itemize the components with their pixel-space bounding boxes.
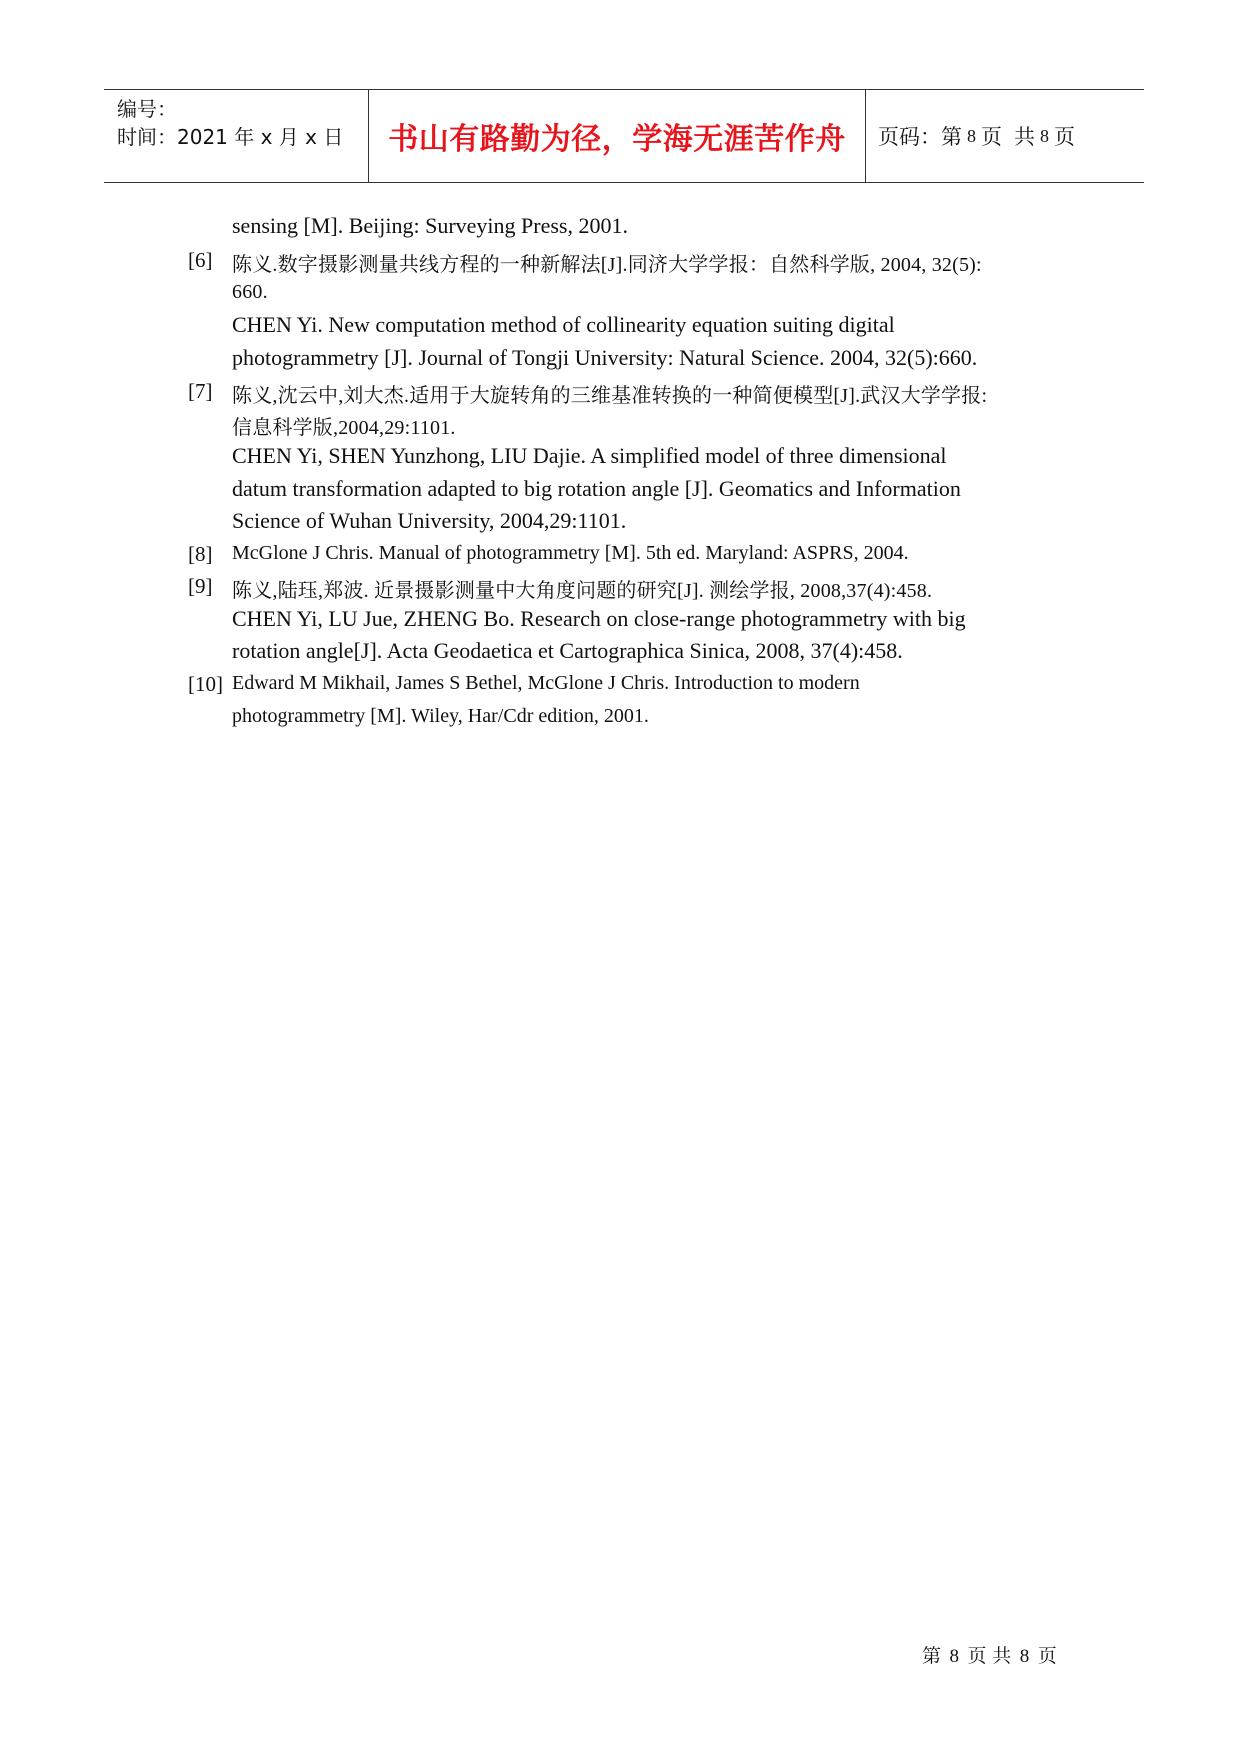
total-label: 共: [1014, 125, 1035, 149]
reference-line: rotation angle[J]. Acta Geodaetica et Cartographica Sinica, 2008, 37(4):458.: [232, 638, 903, 663]
reference-line: Edward M Mikhail, James S Bethel, McGlone J Chris. Introduction to modern: [232, 672, 860, 694]
reference-number: [8]: [188, 542, 213, 566]
page-footer: [918, 1641, 1061, 1668]
reference-line: CHEN Yi, LU Jue, ZHENG Bo. Research on close-range photogrammetry with big: [232, 606, 966, 631]
reference-line: photogrammetry [M]. Wiley, Har/Cdr edition, 2001.: [232, 705, 649, 727]
footer-prefix: 第: [922, 1646, 942, 1667]
reference-number: [10]: [188, 672, 223, 696]
reference-number: [7]: [188, 379, 213, 403]
footer-mid: 页 共: [967, 1646, 1012, 1667]
footer-current-page: 8: [949, 1646, 960, 1667]
reference-line: 陈义,陆珏,郑波. 近景摄影测量中大角度问题的研究[J]. 测绘学报, 2008,37(4):458.: [232, 580, 933, 602]
number-label: 编号：: [117, 97, 177, 121]
reference-line: CHEN Yi. New computation method of collinearity equation suiting digital: [232, 312, 895, 337]
page-label: 页码：第: [878, 125, 962, 149]
reference-line: CHEN Yi, SHEN Yunzhong, LIU Dajie. A simplified model of three dimensional: [232, 443, 947, 468]
reference-line: 陈义.数字摄影测量共线方程的一种新解法[J].同济大学学报：自然科学版, 2004, 32(5):: [232, 254, 982, 276]
reference-line: McGlone J Chris. Manual of photogrammetry [M]. 5th ed. Maryland: ASPRS, 2004.: [232, 542, 909, 564]
reference-number: [6]: [188, 248, 213, 272]
reference-line: photogrammetry [J]. Journal of Tongji University: Natural Science. 2004, 32(5):660.: [232, 345, 978, 370]
reference-line: 信息科学版,2004,29:1101.: [232, 417, 456, 439]
reference-line: 陈义,沈云中,刘大杰.适用于大旋转角的三维基准转换的一种简便模型[J].武汉大学学报:: [232, 385, 988, 407]
page-end: 页: [1054, 125, 1075, 149]
header-motto-cell: [369, 90, 866, 182]
reference-line: sensing [M]. Beijing: Surveying Press, 2001.: [232, 213, 628, 238]
footer-total-pages: 8: [1019, 1646, 1030, 1667]
page-header: [104, 89, 1144, 183]
header-meta-cell: [104, 90, 369, 182]
reference-number: [9]: [188, 574, 213, 598]
time-label: 时间：2021 年 x 月 x 日: [117, 125, 344, 149]
footer-suffix: 页: [1037, 1646, 1058, 1667]
motto-text: 书山有路勤为径，学海无涯苦作舟: [388, 122, 846, 157]
reference-line: datum transformation adapted to big rotation angle [J]. Geomatics and Information: [232, 476, 961, 501]
header-page-cell: [866, 90, 1144, 182]
page-mid: 页: [981, 125, 1002, 149]
reference-line: 660.: [232, 281, 268, 303]
reference-line: Science of Wuhan University, 2004,29:1101.: [232, 508, 627, 533]
page-current: 8: [967, 125, 976, 146]
page-total: 8: [1040, 125, 1049, 146]
